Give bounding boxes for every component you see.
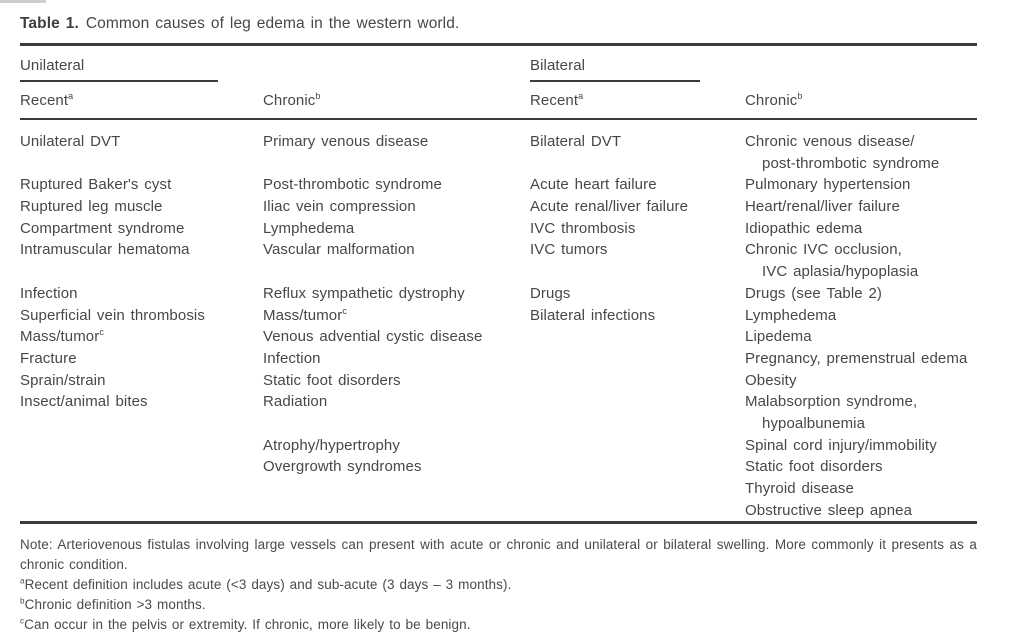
- table-cell: Pregnancy, premenstrual edema: [745, 349, 968, 367]
- table-cell: Acute heart failure: [530, 176, 657, 194]
- table-cell: Malabsorption syndrome,: [745, 393, 918, 411]
- table-cell: [20, 153, 263, 175]
- table-cell: Ruptured Baker's cyst: [20, 176, 172, 194]
- footnote-marker-b: b: [315, 90, 321, 101]
- group-bilateral-label: Bilateral: [530, 56, 586, 74]
- table-cell: Mass/tumor$^c$: [263, 305, 347, 324]
- group-unilateral-label: Unilateral: [20, 56, 85, 74]
- column-header-row: [20, 82, 977, 111]
- table-cell: Fracture: [20, 349, 77, 367]
- table-cell: Bilateral DVT: [530, 133, 622, 150]
- colhead-bilateral-recent: Recent$^a$: [530, 90, 584, 109]
- table-cell: Iliac vein compression: [263, 198, 416, 216]
- table-cell: Obesity: [745, 371, 797, 389]
- table-cell: [263, 413, 530, 435]
- footnote-marker-c: c: [20, 616, 25, 626]
- table-cell: Overgrowth syndromes: [263, 458, 422, 476]
- table-cell: [263, 500, 530, 522]
- table-cell: Spinal cord injury/immobility: [745, 436, 937, 454]
- table-cell: [530, 391, 745, 413]
- table-cell: [530, 261, 745, 283]
- table-cell: Obstructive sleep apnea: [745, 501, 913, 519]
- table-cell: [530, 348, 745, 370]
- table-cell: Lymphedema: [745, 306, 837, 324]
- footnote-marker-c: c: [99, 327, 104, 338]
- table-cell: [20, 413, 263, 435]
- table-cell: Chronic venous disease/: [745, 133, 915, 150]
- table-cell: Pulmonary hypertension: [745, 176, 911, 194]
- table-cell: Mass/tumor$^c$: [20, 327, 104, 346]
- table-cell: [530, 478, 745, 500]
- group-unilateral: [20, 46, 530, 82]
- table-cell: Superficial vein thrombosis: [20, 306, 205, 324]
- table-body: [20, 120, 977, 521]
- table-number-label: Table 1.: [20, 15, 79, 32]
- footnote-marker-b: b: [797, 90, 803, 101]
- table-cell: Post-thrombotic syndrome: [263, 176, 442, 194]
- table-cell: [20, 478, 263, 500]
- colhead-bilateral-chronic: Chronic$^b$: [745, 90, 803, 109]
- table-cell: Unilateral DVT: [20, 133, 121, 150]
- table-cell: Infection: [263, 349, 321, 367]
- table-footnotes: [20, 524, 977, 635]
- footnote-marker-a: a: [68, 90, 74, 101]
- table-cell: Sprain/strain: [20, 371, 106, 389]
- table-cell: Idiopathic edema: [745, 219, 863, 237]
- table-caption: Common causes of leg edema in the western world.: [85, 15, 460, 32]
- table-cell: Bilateral infections: [530, 306, 656, 324]
- table-cell: [530, 500, 745, 522]
- table-cell: Drugs (see Table 2): [745, 284, 883, 302]
- table-cell: Lymphedema: [263, 219, 355, 237]
- table-cell: Static foot disorders: [745, 458, 883, 476]
- footnote-a: $^a$Recent definition includes acute (<3 days) and sub-acute (3 days – 3 months).: [20, 576, 512, 592]
- table-body-grid: [20, 131, 977, 521]
- table-cell: Thyroid disease: [745, 480, 854, 497]
- table-cell: [20, 435, 263, 457]
- table-cell: Venous advential cystic disease: [263, 328, 483, 346]
- table-cell: [263, 478, 530, 500]
- table-cell: [530, 326, 745, 348]
- table-cell: [530, 153, 745, 175]
- table-sheet: [20, 0, 977, 635]
- table-cell: Acute renal/liver failure: [530, 198, 689, 216]
- table-cell: Primary venous disease: [263, 133, 429, 150]
- table-title: [20, 0, 977, 35]
- table-cell: [20, 261, 263, 283]
- table-cell: Chronic IVC occlusion,: [745, 241, 902, 259]
- table-cell: Drugs: [530, 284, 571, 302]
- table-cell-continuation: post-thrombotic syndrome: [762, 154, 940, 172]
- colhead-unilateral-chronic: Chronic$^b$: [263, 90, 321, 109]
- colhead-unilateral-recent: Recent$^a$: [20, 90, 74, 109]
- table-cell: Atrophy/hypertrophy: [263, 436, 400, 454]
- table-cell: IVC thrombosis: [530, 219, 636, 237]
- group-bilateral: [530, 46, 977, 82]
- footnote-marker-c: c: [342, 305, 347, 316]
- table-cell: [530, 435, 745, 457]
- table-cell: [530, 456, 745, 478]
- table-cell-continuation: IVC aplasia/hypoplasia: [762, 263, 919, 281]
- table-cell: Insect/animal bites: [20, 393, 148, 411]
- table-cell: [263, 153, 530, 175]
- table-cell: Heart/renal/liver failure: [745, 198, 900, 216]
- footnote-marker-a: a: [20, 576, 25, 586]
- footnote-b: $^b$Chronic definition >3 months.: [20, 596, 206, 612]
- table-cell: Intramuscular hematoma: [20, 241, 190, 259]
- table-cell: Vascular malformation: [263, 241, 415, 259]
- table-cell: Radiation: [263, 393, 328, 411]
- header-group-row: [20, 46, 977, 82]
- table-cell: Compartment syndrome: [20, 219, 185, 237]
- footnote-note: Note: Arteriovenous fistulas involving large vessels can present with acute or chronic and unilateral or bilateral swelling. More commonly it presents as a chronic condition.: [20, 536, 977, 572]
- table-cell-continuation: hypoalbunemia: [762, 414, 866, 432]
- table-cell: [530, 413, 745, 435]
- table-cell: Ruptured leg muscle: [20, 198, 163, 216]
- table-cell: [20, 456, 263, 478]
- footnote-c: $^c$Can occur in the pelvis or extremity. If chronic, more likely to be benign.: [20, 616, 471, 632]
- footnote-marker-b: b: [20, 596, 25, 606]
- footnote-marker-a: a: [578, 90, 584, 101]
- table-cell: Lipedema: [745, 328, 812, 346]
- table-cell: Static foot disorders: [263, 371, 401, 389]
- table-cell: IVC tumors: [530, 241, 608, 259]
- table-cell: [20, 500, 263, 522]
- table-cell: Infection: [20, 284, 78, 302]
- table-cell: [263, 261, 530, 283]
- table-cell: Reflux sympathetic dystrophy: [263, 284, 465, 302]
- table-cell: [530, 370, 745, 392]
